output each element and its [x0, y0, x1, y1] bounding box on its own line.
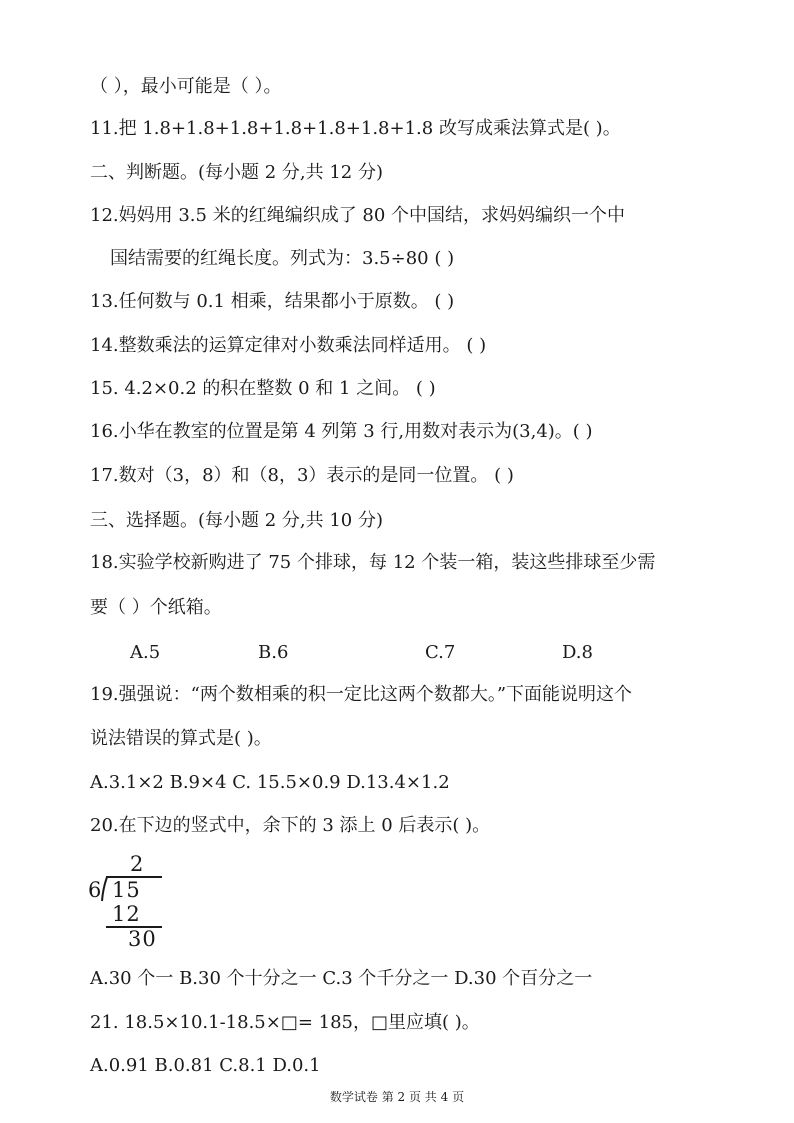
question-18-option-a: A.5 — [130, 642, 161, 663]
division-remainder: 30 — [128, 927, 157, 951]
question-20-options: A.30 个一 B.30 个十分之一 C.3 个千分之一 D.30 个百分之一 — [90, 968, 593, 989]
question-21-options: A.0.91 B.0.81 C.8.1 D.0.1 — [90, 1055, 321, 1076]
section-3-heading: 三、选择题。(每小题 2 分,共 10 分) — [90, 510, 384, 531]
division-dividend: 15 — [112, 878, 141, 902]
division-quotient: 2 — [130, 852, 145, 876]
question-21: 21. 18.5×10.1-18.5×□= 185，□里应填( )。 — [90, 1012, 480, 1033]
question-17: 17.数对（3，8）和（8，3）表示的是同一位置。 ( ) — [90, 465, 514, 486]
question-20: 20.在下边的竖式中，余下的 3 添上 0 后表示( )。 — [90, 815, 491, 836]
question-19-options: A.3.1×2 B.9×4 C. 15.5×0.9 D.13.4×1.2 — [90, 772, 450, 793]
question-12-line-1: 12.妈妈用 3.5 米的红绳编织成了 80 个中国结，求妈妈编织一个中 — [90, 205, 626, 226]
question-18-line-1: 18.实验学校新购进了 75 个排球，每 12 个装一箱，装这些排球至少需 — [90, 552, 656, 573]
question-16: 16.小华在教室的位置是第 4 列第 3 行,用数对表示为(3,4)。( ) — [90, 421, 593, 442]
long-division — [88, 852, 178, 952]
division-divisor: 6 — [88, 878, 103, 902]
question-19-line-1: 19.强强说：“两个数相乘的积一定比这两个数都大。”下面能说明这个 — [90, 684, 633, 705]
question-18-option-c: C.7 — [425, 642, 456, 663]
question-11: 11.把 1.8+1.8+1.8+1.8+1.8+1.8+1.8 改写成乘法算式是( )。 — [90, 118, 621, 139]
section-2-heading: 二、判断题。(每小题 2 分,共 12 分) — [90, 162, 384, 183]
question-13: 13.任何数与 0.1 相乘，结果都小于原数。 ( ) — [90, 291, 455, 312]
division-bracket — [101, 876, 111, 902]
question-18-option-d: D.8 — [562, 642, 593, 663]
question-19-line-2: 说法错误的算式是( )。 — [90, 728, 272, 749]
question-10-continuation: （ ），最小可能是（ ）。 — [90, 76, 282, 97]
division-product: 12 — [112, 902, 141, 926]
question-12-line-2: 国结需要的红绳长度。列式为：3.5÷80 ( ) — [110, 248, 455, 269]
question-14: 14.整数乘法的运算定律对小数乘法同样适用。 ( ) — [90, 335, 487, 356]
question-18-line-2: 要（ ）个纸箱。 — [90, 597, 222, 618]
question-15: 15. 4.2×0.2 的积在整数 0 和 1 之间。 ( ) — [90, 378, 436, 399]
page-footer: 数学试卷 第 2 页 共 4 页 — [329, 1090, 465, 1104]
question-18-option-b: B.6 — [258, 642, 289, 663]
